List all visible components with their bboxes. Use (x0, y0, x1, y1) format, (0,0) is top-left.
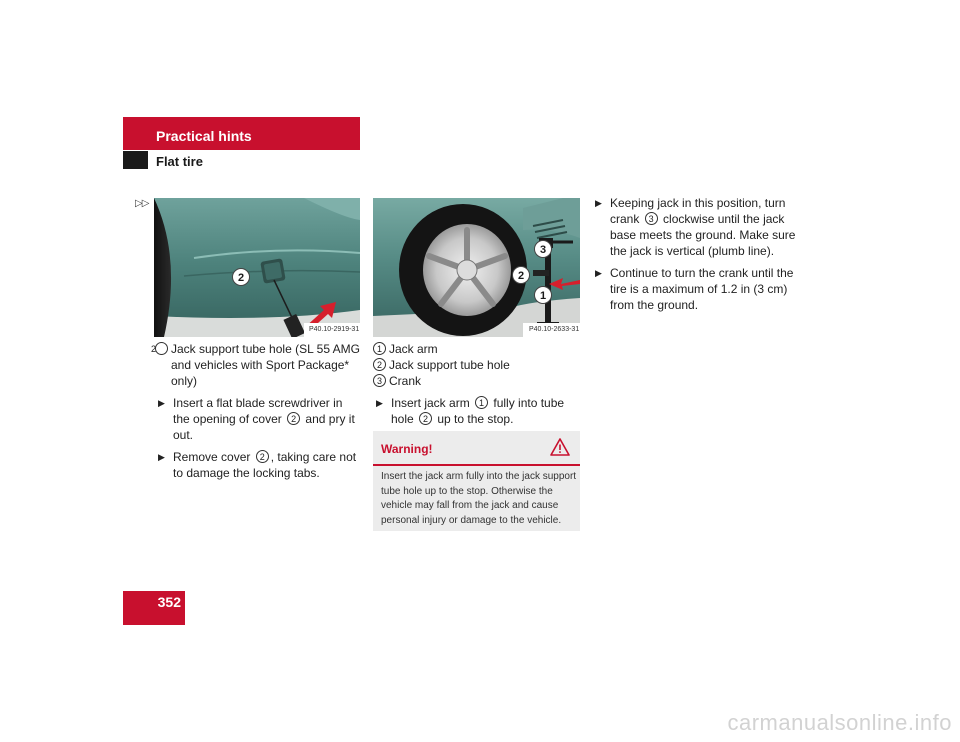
triangle-right-icon: ▶ (595, 268, 602, 278)
warning-divider (373, 464, 580, 466)
instruction-step: ▶ Insert jack arm 1 fully into tube hole 2 up to the stop. (376, 396, 565, 426)
column-1-text (150, 341, 360, 481)
figure-code: P40.10-2919-31 (309, 326, 360, 333)
callout-2: 2 (512, 266, 530, 284)
watermark: carmanualsonline.info (727, 710, 952, 735)
instruction-step: ▶ Keeping jack in this position, turn crank 3 clockwise until the jack base meets the ground. Make sure the jack is vertical (plumb line). (595, 196, 796, 258)
instruction-step: ▶ Continue to turn the crank until the tire is a maximum of 1.2 in (3 cm) from the ground. (595, 266, 794, 312)
warning-box (373, 431, 580, 531)
column-2-text (373, 341, 580, 427)
triangle-right-icon: ▶ (595, 198, 602, 208)
warning-text: Insert the jack arm fully into the jack support tube hole up to the stop. Otherwise the vehicle may fall from the jack and cause personal injury or damage to the vehicle. (381, 471, 577, 526)
triangle-right-icon: ▶ (158, 452, 165, 462)
callout-3: 3 (534, 240, 552, 258)
triangle-right-icon: ▶ (376, 398, 383, 408)
legend-item: 2 Jack support tube hole (373, 357, 580, 373)
triangle-right-icon: ▶ (158, 398, 165, 408)
figure-cover-photo (154, 198, 360, 337)
figure-code: P40.10-2633-31 (529, 326, 580, 333)
legend-item: 2 Jack support tube hole (SL 55 AMG and vehicles with Sport Package* only) (150, 342, 360, 388)
header-marker (123, 151, 148, 169)
legend-item: 3 Crank (373, 373, 580, 389)
continued-marker: ▷▷ (135, 198, 149, 209)
callout-2: 2 (232, 268, 250, 286)
column-3-text (592, 195, 802, 313)
warning-triangle-icon (550, 437, 570, 457)
section-title: Practical hints (156, 128, 252, 144)
figure-jack-photo (373, 198, 580, 337)
instruction-step: ▶ Remove cover 2 , taking care not to damage the locking tabs. (158, 450, 357, 480)
warning-title: Warning! (381, 442, 433, 456)
instruction-step: ▶ Insert a flat blade screwdriver in the opening of cover 2 and pry it out. (158, 396, 355, 442)
page-number-box (123, 591, 185, 625)
page-subtitle: Flat tire (156, 154, 203, 169)
callout-1: 1 (534, 286, 552, 304)
legend-item: 1 Jack arm (373, 341, 580, 357)
page-number: 352 (157, 594, 181, 610)
